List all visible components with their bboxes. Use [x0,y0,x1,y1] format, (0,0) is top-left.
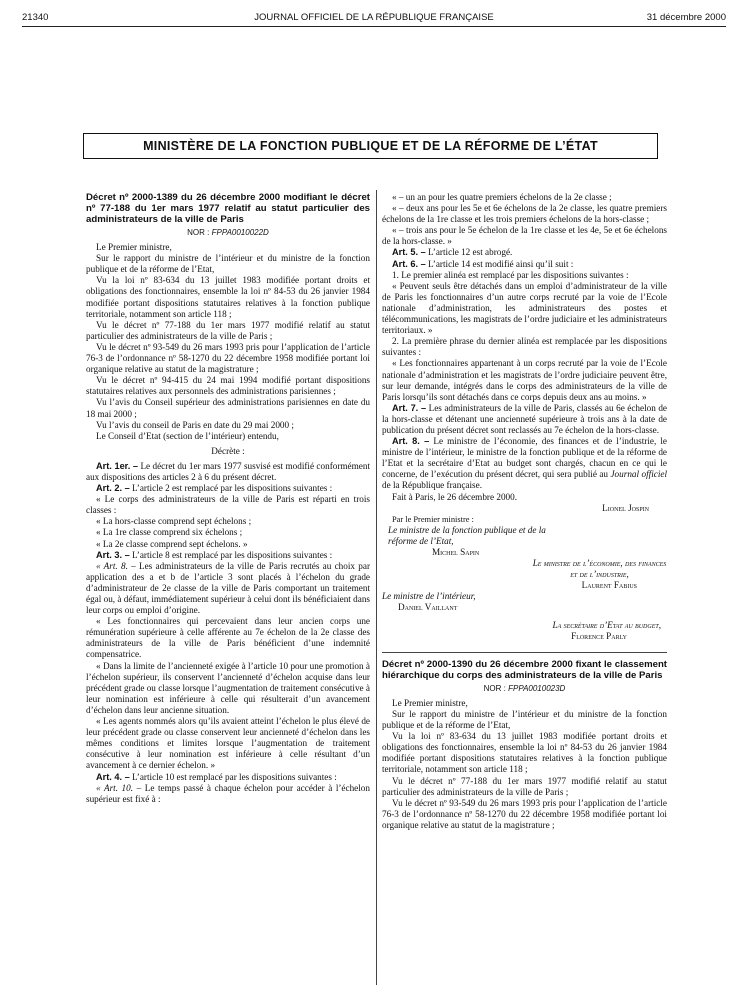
column-divider [376,190,377,985]
signature-fp-role: Le ministre de la fonction publique et de la réforme de l’Etat, [388,524,546,546]
header-rule [22,26,726,27]
article-2: Art. 2. – L’article 2 est remplacé par les dispositions suivantes : [96,483,333,494]
quote: « Dans la limite de l’ancienneté exigée à l’article 10 pour une promotion à l’échelon supérieur, ils conservent l’ancienneté d’échelon acquise dans leur précédent grade ou classe lorsque l’augmentation de traitement consécutive à leur nomination est inférieure à celle qui résulterait d’un avancement d’échelon dans leur ancienne situation. [86,660,370,715]
left-column [86,192,370,805]
paragraph: Sur le rapport du ministre de l’intérieur et du ministre de la fonction publique et de la réforme de l’Etat, [382,708,667,731]
paragraph: Le Conseil d’Etat (section de l’intérieur) entendu, [96,430,279,441]
signature-fp-name: Michel Sapin [432,547,480,557]
paragraph: Le Premier ministre, [96,242,172,253]
nor-reference: NOR : FPPA0010022D [187,228,269,237]
article-6: Art. 6. – L’article 14 est modifié ainsi qu’il suit : [392,258,574,269]
signature-par: Par le Premier ministre : [392,514,474,524]
quote: « La hors-classe comprend sept échelons ; [96,516,252,527]
paragraph: Vu le décret nº 93-549 du 26 mars 1993 pris pour l’application de l’article 76-3 de l’ordonnance nº 58-1270 du 22 décembre 1958 modifiée portant loi organique relative au statut de la magistrature ; [382,797,667,830]
signature-eco-name: Laurent Fabius [581,580,637,591]
quote: « Art. 10. – Le temps passé à chaque échelon pour accéder à l’échelon supérieur est fixé à : [86,782,370,804]
paragraph: 1. Le premier alinéa est remplacé par les dispositions suivantes : [392,269,629,280]
paragraph: Le Premier ministre, [392,697,468,708]
signature-int-name: Daniel Vaillant [398,602,458,613]
nor-reference-2: NOR : FPPA0010023D [483,683,566,693]
paragraph: Vu le décret nº 77-188 du 1er mars 1977 modifié relatif au statut particulier des administrateurs de la ville de Paris ; [86,319,370,341]
signature-bud-role: La secrétaire d’Etat au budget, [552,619,661,630]
quote: « Peuvent seuls être détachés dans un emploi d’administrateur de la ville de Paris les fonctionnaires d’un autre corps recruté par la voie de l’Ecole nationale d’administration, les administrateurs des postes et télécommunications, les magistrats de l’ordre judiciaire et les administrateurs territoriaux. » [382,280,667,336]
quote: « Art. 8. – Les administrateurs de la ville de Paris recrutés au choix par application des a et b de l’article 3 sont placés à l’échelon du grade d’administrateur de 2e classe de la ville de Paris comportant un traitement égal ou, à défaut, immédiatement supérieur à celui dont ils bénéficiaient dans leur corps ou emploi d’origine. [86,560,371,616]
paragraph: Vu la loi nº 83-634 du 13 juillet 1983 modifiée portant droits et obligations des fonctionnaires, ensemble la loi nº 84-53 du 26 janvier 1984 modifiée portant dispositions statutaires relatives à la fonction publique territoriale, notamment son article 118 ; [86,275,370,319]
quote: « – un an pour les quatre premiers échelons de la 2e classe ; [392,192,612,202]
paragraph: Sur le rapport du ministre de l’intérieur et du ministre de la fonction publique et de la réforme de l’Etat, [86,253,370,275]
article-1: Art. 1er. – Le décret du 1er mars 1977 susvisé est modifié conformément aux dispositions des articles 2 à 6 du présent décret. [86,460,371,482]
quote: « La 2e classe comprend sept échelons. » [96,538,248,549]
done-at: Fait à Paris, le 26 décembre 2000. [392,491,518,502]
article-3: Art. 3. – L’article 8 est remplacé par les dispositions suivantes : [96,549,333,560]
decrete-heading: Décrète : [211,445,245,456]
signature-bud-name: Florence Parly [571,630,627,641]
quote: « – deux ans pour les 5e et 6e échelons de la 2e classe, les quatre premiers échelons de la 1re classe et les trois premiers échelons de la hors-classe ; [382,203,667,225]
article-5: Art. 5. – L’article 12 est abrogé. [392,247,513,258]
paragraph: Vu l’avis du conseil de Paris en date du 29 mai 2000 ; [96,419,294,430]
quote: « Les agents nommés alors qu’ils avaient atteint l’échelon le plus élevé de leur précédent grade ou classe conservent leur ancienneté d’échelon dans les mêmes conditions et limites lorsque l’augmentation de traitement consécutive à leur nomination est inférieure à celle résultant d’un avancement à ce dernier échelon. » [86,716,370,771]
article-4: Art. 4. – L’article 10 est remplacé par les dispositions suivantes : [96,771,337,782]
decree-title-2: Décret nº 2000-1390 du 26 décembre 2000 fixant le classement hiérarchique du corps des administrateurs de la ville de Paris [382,658,667,681]
ministry-heading-text: MINISTÈRE DE LA FONCTION PUBLIQUE ET DE LA RÉFORME DE L’ÉTAT [143,139,598,153]
paragraph: Vu le décret nº 77-188 du 1er mars 1977 modifié relatif au statut particulier des administrateurs de la ville de Paris ; [382,775,667,797]
page-header [22,12,726,36]
journal-title: JOURNAL OFFICIEL DE LA RÉPUBLIQUE FRANÇAISE [254,12,494,23]
ministry-heading [83,133,658,159]
quote: « La 1re classe comprend six échelons ; [96,527,243,538]
signature-pm: Lionel Jospin [602,502,649,513]
paragraph: Vu la loi nº 83-634 du 13 juillet 1983 modifiée portant droits et obligations des fonctionnaires, ensemble la loi nº 84-53 du 26 janvier 1984 modifiée portant dispositions statutaires relatives à la fonction publique territoriale, notamment son article 118 ; [382,731,667,775]
publication-date: 31 décembre 2000 [646,12,726,23]
signature-int-role: Le ministre de l’intérieur, [382,591,476,602]
quote: « Le corps des administrateurs de la ville de Paris est réparti en trois classes : [86,494,370,516]
paragraph: Vu l’avis du Conseil supérieur des administrations parisiennes en date du 18 mai 2000 ; [86,397,370,419]
article-7: Art. 7. – Les administrateurs de la ville de Paris, classés au 6e échelon de la hors-classe et détenant une ancienneté supérieure à trois ans à la date de publication du présent décret sont reclassés au 7e échelon de la hors-classe. [382,402,667,435]
quote: « Les fonctionnaires appartenant à un corps recruté par la voie de l’Ecole nationale d’administration et les magistrats de l’ordre judiciaire peuvent être, sur leur demande, intégrés dans le corps des administrateurs de la ville de Paris lorsqu’ils sont détachés dans ce corps depuis deux ans au moins. » [382,358,667,402]
decree-separator [382,652,667,653]
signature-eco-role: Le ministre de l’économie, des finances et de l’industrie, [532,558,667,580]
right-column [382,192,667,831]
article-8: Art. 8. – Le ministre de l’économie, des finances et de l’industrie, le ministre de l’intérieur, le ministre de la fonction publique et de la réforme de l’Etat et la secrétaire d’Etat au budget sont chargés, chacun en ce qui le concerne, de l’exécution du présent décret, qui sera publié au Journal officiel de la République française. [382,436,668,491]
page-number: 21340 [22,12,49,23]
paragraph: Vu le décret nº 93-549 du 26 mars 1993 pris pour l’application de l’article 76-3 de l’ordonnance nº 58-1270 du 22 décembre 1958 modifiée portant loi organique relative au statut de la magistrature ; [86,341,370,375]
paragraph: 2. La première phrase du dernier alinéa est remplacée par les dispositions suivantes : [382,336,667,358]
decree-title: Décret nº 2000-1389 du 26 décembre 2000 modifiant le décret nº 77-188 du 1er mars 1977 relatif au statut particulier des administrateurs de la ville de Paris [86,192,370,225]
paragraph: Vu le décret nº 94-415 du 24 mai 1994 modifié portant dispositions statutaires relatives aux personnels des administrations parisiennes ; [86,375,370,397]
quote: « Les fonctionnaires qui percevaient dans leur ancien corps une rémunération supérieure à celle afférente au 7e échelon de la 2e classe des administrateurs de la ville de Paris bénéficient d’une indemnité compensatrice. [86,616,370,660]
quote: « – trois ans pour le 5e échelon de la 1re classe et les 4e, 5e et 6e échelons de la hors-classe. » [382,225,667,247]
